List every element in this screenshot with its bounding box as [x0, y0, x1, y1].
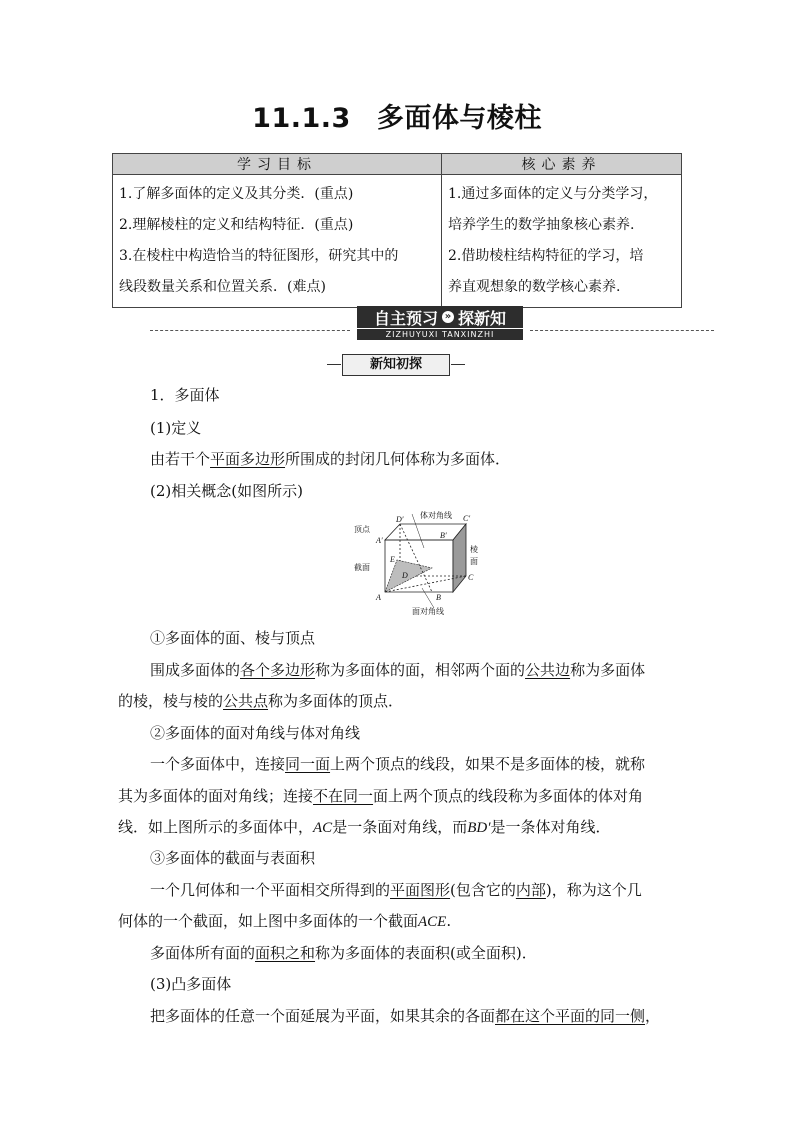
banner-pinyin: ZIZHUYUXI TANXINZHI: [357, 329, 523, 340]
paragraph-faces-line1: 围成多面体的各个多边形称为多面体的面，相邻两个面的公共边称为多面体: [150, 661, 646, 679]
page-title: [0, 96, 794, 135]
paragraph-surface-area: 多面体所有面的面积之和称为多面体的表面积(或全面积)．: [150, 944, 537, 962]
goal-line: 线段数量关系和位置关系．(难点): [119, 279, 326, 295]
label-d: D: [402, 571, 408, 580]
label-b: B: [436, 593, 441, 602]
heading-convex-polyhedron: (3)凸多面体: [150, 975, 232, 993]
section-number: 11.1.3: [252, 103, 351, 134]
label-b-prime: B′: [440, 531, 447, 540]
double-arrow-icon: »: [442, 311, 454, 323]
literacy-line: 2.借助棱柱结构特征的学习，培: [448, 248, 644, 264]
label-vertex: 顶点: [354, 525, 370, 534]
label-e: E: [390, 555, 395, 564]
label-c-prime: C′: [463, 514, 471, 523]
literacy-line: 培养学生的数学抽象核心素养.: [448, 217, 635, 233]
learning-goals-cell: [113, 175, 442, 308]
paragraph-diagonals-line3: 线．如上图所示的多面体中，AC是一条面对角线，而BD′是一条体对角线．: [118, 818, 611, 836]
polyhedron-figure: [352, 508, 478, 618]
heading-diagonals: ②多面体的面对角线与体对角线: [150, 724, 361, 742]
label-section: 截面: [354, 563, 370, 572]
goal-line: 3.在棱柱中构造恰当的特征图形，研究其中的: [119, 248, 399, 264]
label-face: 面: [470, 557, 478, 566]
banner-right-text: 探新知: [458, 308, 507, 328]
section-title: 多面体与棱柱: [376, 103, 542, 134]
core-literacy-cell: [442, 175, 682, 308]
label-a: A: [376, 593, 381, 602]
header-core-literacy: 核心素养: [442, 154, 682, 175]
paragraph-section-line2: 何体的一个截面，如上图中多面体的一个截面ACE.: [118, 912, 452, 930]
goal-line: 1.了解多面体的定义及其分类．(重点): [119, 186, 354, 202]
literacy-line: 养直观想象的数学核心素养.: [448, 279, 621, 295]
heading-polyhedron: 1．多面体: [150, 386, 220, 404]
paragraph-section-line1: 一个几何体和一个平面相交所得到的平面图形(包含它的内部)，称为这个几: [150, 881, 642, 899]
label-c: C: [468, 573, 474, 582]
paragraph-diagonals-line1: 一个多面体中，连接同一面上两个顶点的线段，如果不是多面体的棱，就称: [150, 755, 646, 773]
banner-divider-right: [530, 330, 714, 331]
label-a-prime: A′: [376, 536, 383, 545]
banner-divider-left: [150, 330, 350, 331]
heading-definition: (1)定义: [150, 419, 202, 437]
goal-line: 2.理解棱柱的定义和结构特征．(重点): [119, 217, 354, 233]
banner-label: [357, 306, 523, 328]
label-d-prime: D′: [396, 515, 404, 524]
definition-paragraph: 由若干个平面多边形所围成的封闭几何体称为多面体．: [150, 450, 511, 468]
heading-related-concepts: (2)相关概念(如图所示): [150, 482, 303, 500]
heading-section-area: ③多面体的截面与表面积: [150, 849, 316, 867]
label-body-diagonal: 体对角线: [420, 511, 452, 520]
objectives-table: [112, 153, 682, 308]
literacy-line: 1.通过多面体的定义与分类学习，: [448, 186, 658, 202]
section-banner: [150, 306, 714, 340]
heading-faces-edges-vertices: ①多面体的面、棱与顶点: [150, 629, 316, 647]
paragraph-faces-line2: 的棱，棱与棱的公共点称为多面体的顶点．: [118, 692, 404, 710]
paragraph-diagonals-line2: 其为多面体的面对角线；连接不在同一面上两个顶点的线段称为多面体的体对角: [118, 787, 644, 805]
paragraph-convex-line1: 把多面体的任意一个面延展为平面，如果其余的各面都在这个平面的同一侧，: [150, 1007, 661, 1025]
label-edge: 棱: [470, 545, 478, 554]
label-face-diagonal: 面对角线: [412, 607, 444, 616]
header-learning-goals: 学习目标: [113, 154, 442, 175]
subsection-tag: 新知初探: [342, 354, 450, 376]
banner-left-text: 自主预习: [373, 308, 438, 328]
